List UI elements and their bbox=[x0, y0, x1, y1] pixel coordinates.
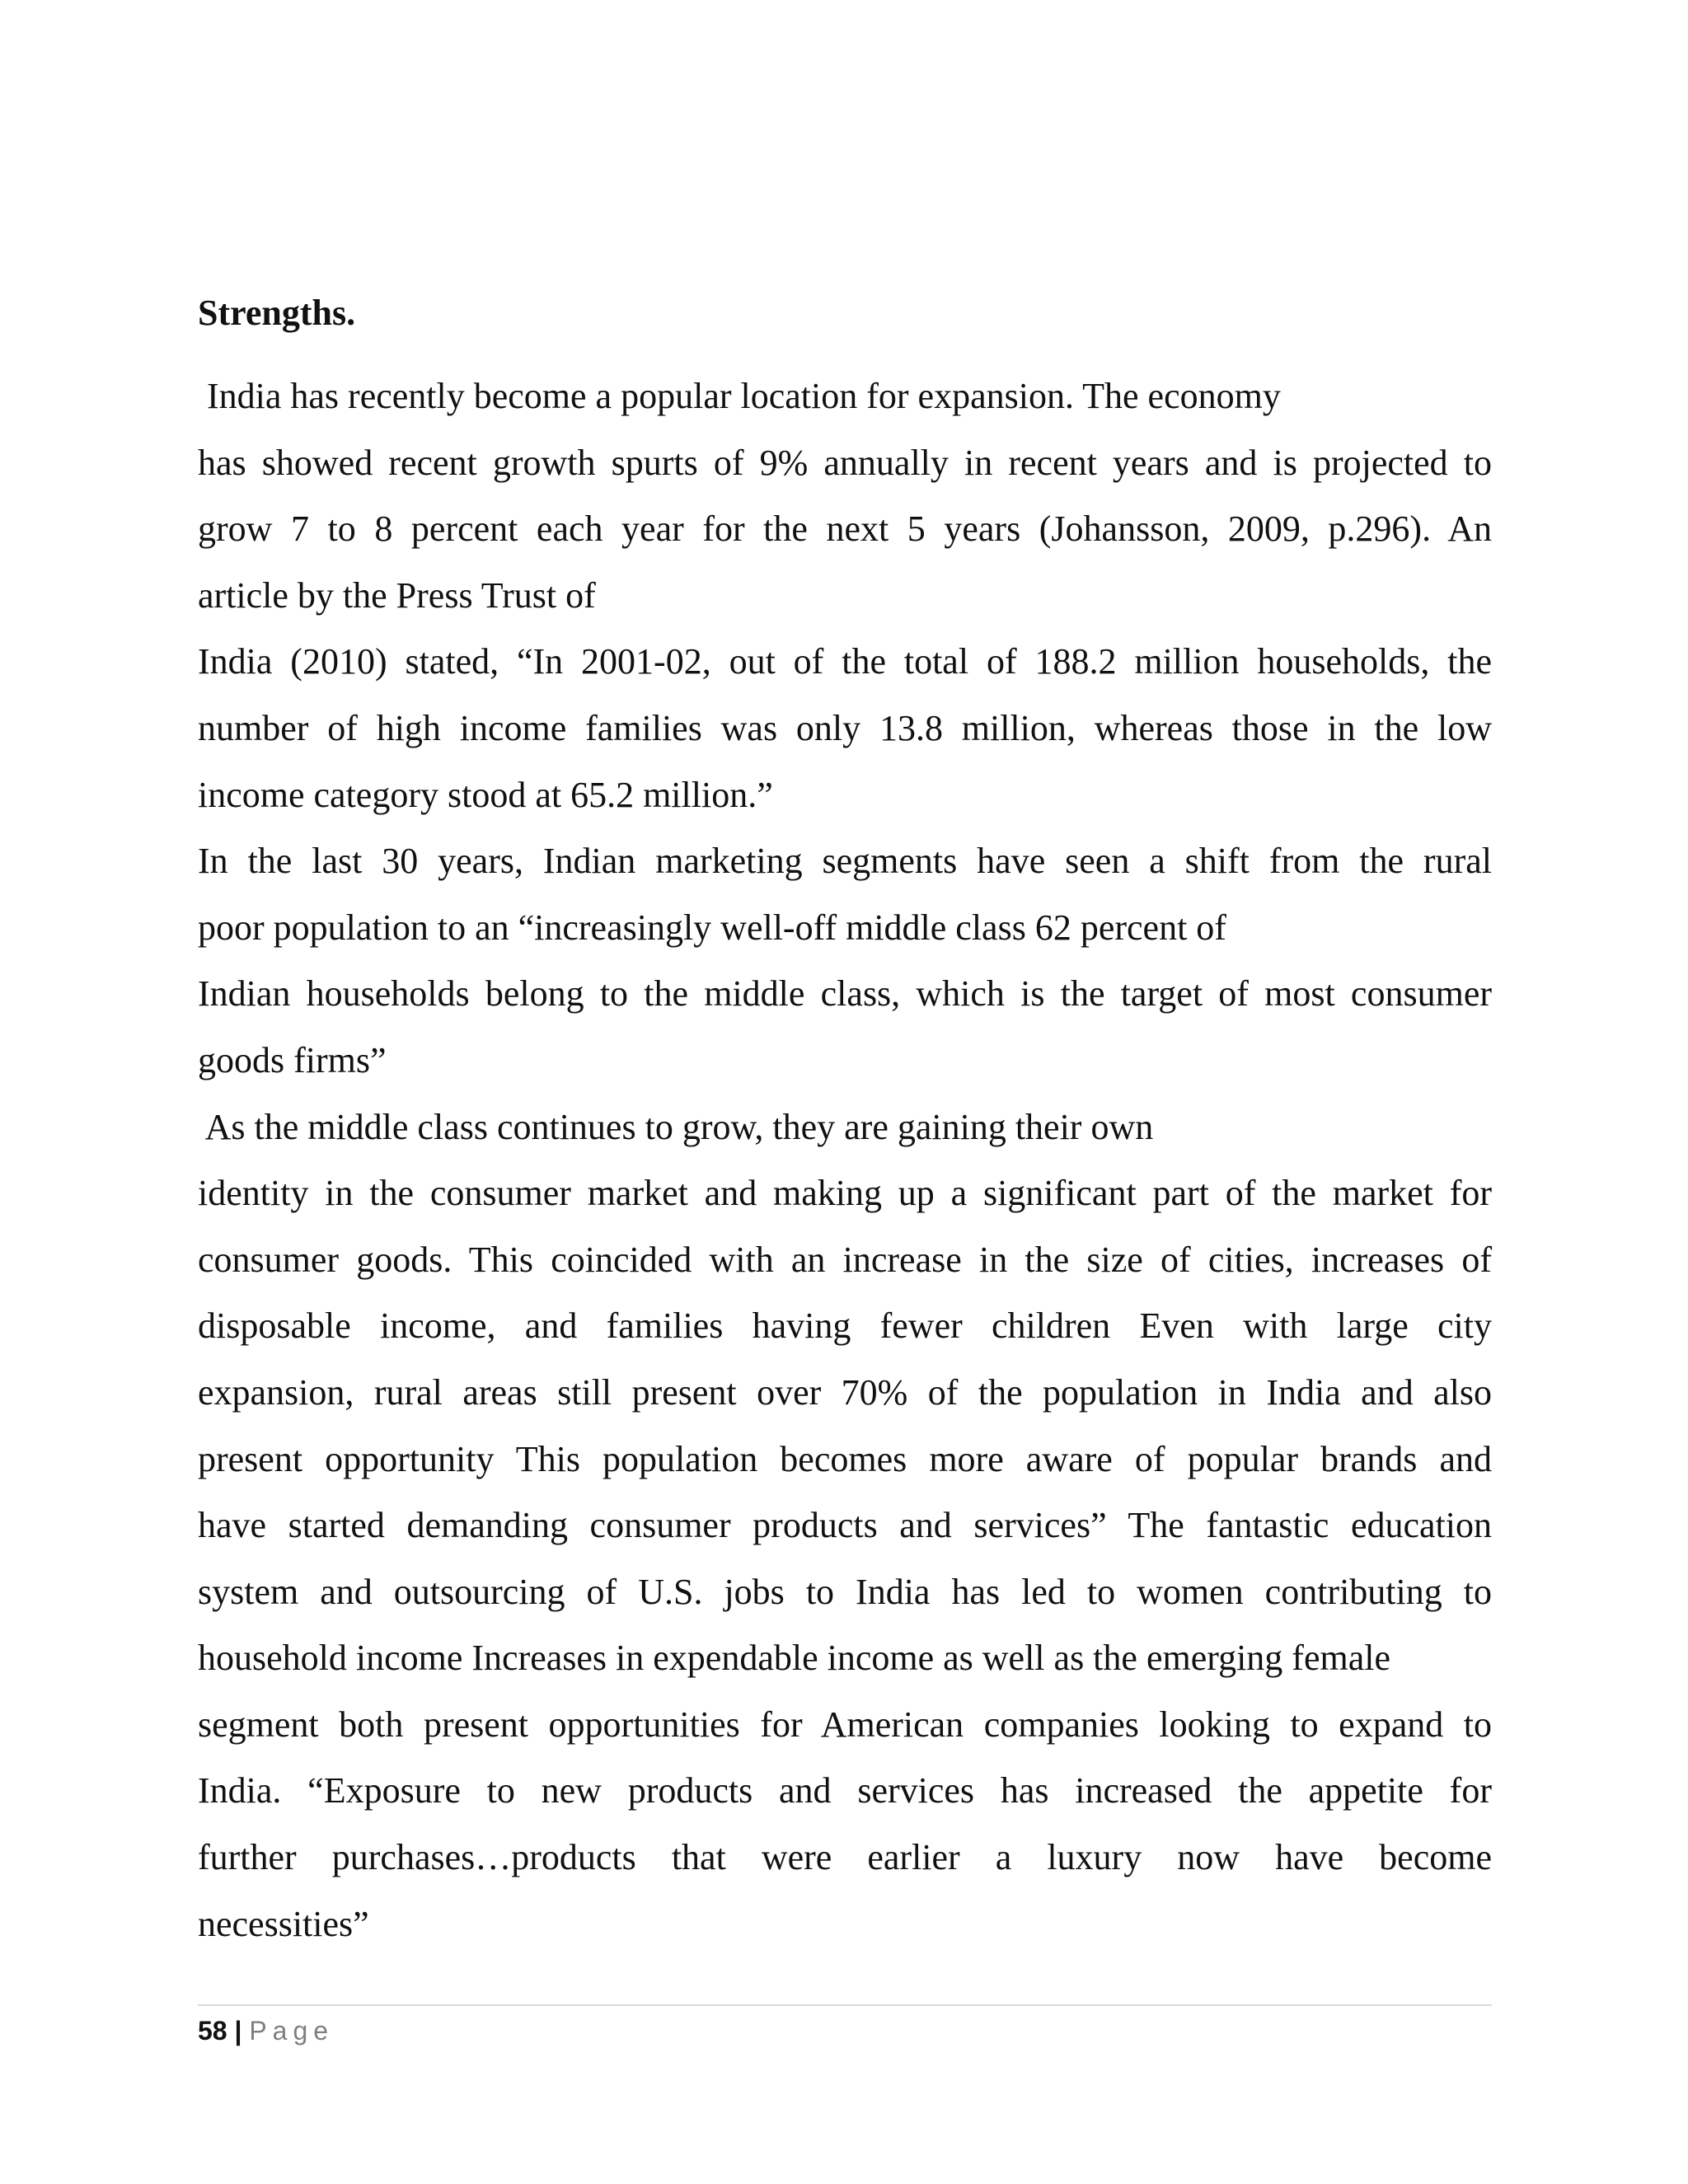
text-line: system and outsourcing of U.S. jobs to India has led to women contributing to bbox=[198, 1571, 1492, 1612]
text-line: grow 7 to 8 percent each year for the next 5 years (Johansson, 2009, p.296). An bbox=[198, 509, 1492, 550]
page-footer bbox=[198, 2011, 334, 2050]
text-line: goods firms” bbox=[198, 1039, 387, 1080]
footer-divider bbox=[198, 2004, 1492, 2006]
text-line: expansion, rural areas still present over 70% of the population in India and also bbox=[198, 1371, 1492, 1413]
text-line: India has recently become a popular location for expansion. The economy bbox=[198, 376, 1281, 416]
text-line: poor population to an “increasingly well-off middle class 62 percent of bbox=[198, 907, 1226, 948]
text-line: further purchases…products that were earlier a luxury now have become bbox=[198, 1837, 1492, 1878]
text-line: present opportunity This population becomes more aware of popular brands and bbox=[198, 1438, 1492, 1479]
page-number: 58 bbox=[198, 2016, 227, 2046]
text-line: As the middle class continues to grow, they are gaining their own bbox=[198, 1106, 1154, 1147]
text-line: has showed recent growth spurts of 9% annually in recent years and is projected to bbox=[198, 442, 1492, 483]
text-line: necessities” bbox=[198, 1903, 369, 1944]
body-text bbox=[198, 369, 1492, 1963]
page-separator: | bbox=[234, 2016, 242, 2046]
text-line: segment both present opportunities for American companies looking to expand to bbox=[198, 1704, 1492, 1745]
text-line: household income Increases in expendable income as well as the emerging female bbox=[198, 1638, 1390, 1679]
text-line: In the last 30 years, Indian marketing segments have seen a shift from the rural bbox=[198, 841, 1492, 882]
text-line: disposable income, and families having fewer children Even with large city bbox=[198, 1305, 1492, 1347]
text-line: India. “Exposure to new products and services has increased the appetite for bbox=[198, 1770, 1492, 1811]
text-line: income category stood at 65.2 million.” bbox=[198, 774, 773, 815]
text-line: consumer goods. This coincided with an increase in the size of cities, increases of bbox=[198, 1239, 1492, 1280]
text-line: have started demanding consumer products and services” The fantastic education bbox=[198, 1505, 1492, 1546]
page-label: Page bbox=[249, 2016, 335, 2046]
text-line: number of high income families was only 13.8 million, whereas those in the low bbox=[198, 707, 1492, 748]
text-line: article by the Press Trust of bbox=[198, 574, 596, 616]
text-line: India (2010) stated, “In 2001-02, out of the total of 188.2 million households, the bbox=[198, 641, 1492, 682]
text-line: Indian households belong to the middle class, which is the target of most consumer bbox=[198, 973, 1492, 1015]
section-heading: Strengths. bbox=[198, 293, 356, 333]
text-line: identity in the consumer market and making up a significant part of the market for bbox=[198, 1173, 1492, 1214]
